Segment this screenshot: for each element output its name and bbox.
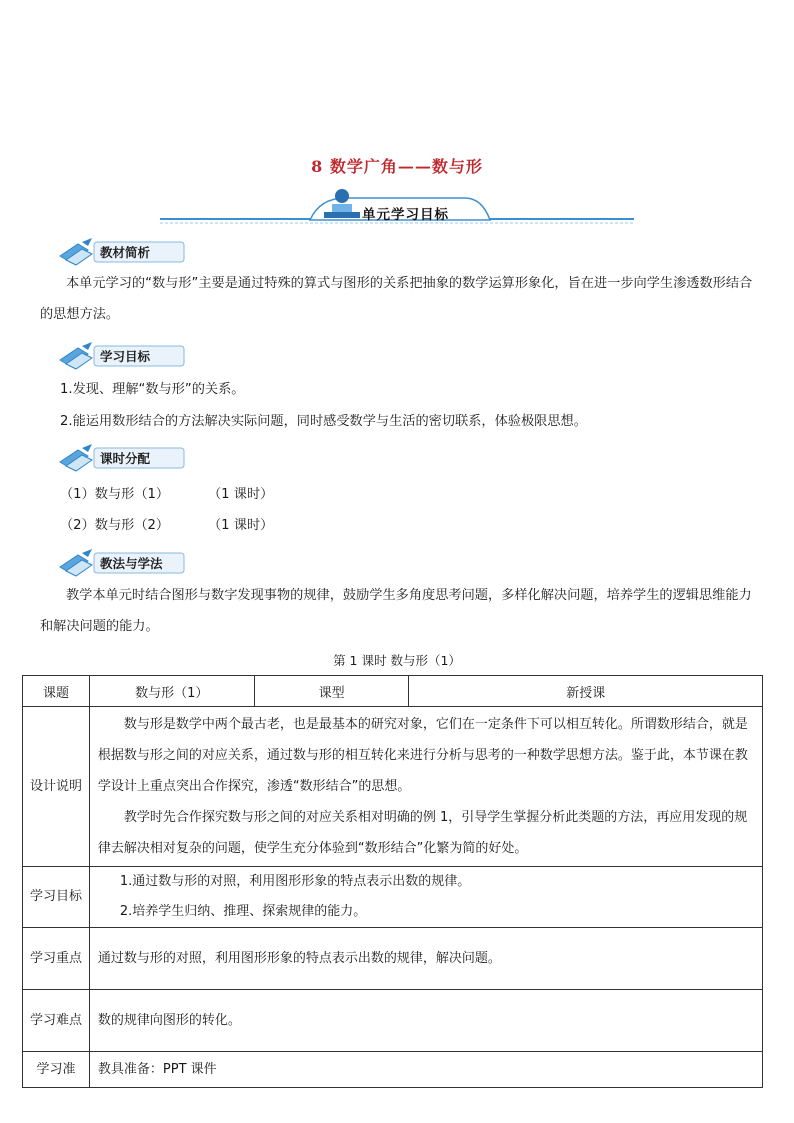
period-name: （1）数与形（1） [60, 487, 170, 502]
type-label: 课型 [254, 676, 409, 707]
section-header-methods [58, 549, 188, 577]
section-label: 课时分配 [100, 451, 151, 466]
lesson-caption: 第 1 课时 数与形（1） [333, 653, 461, 668]
difficulty-content: 数的规律向图形的转化。 [89, 990, 762, 1052]
goal-line: 2.培养学生归纳、推理、探索规律的能力。 [119, 904, 367, 919]
page-title: 8 数学广角——数与形 [311, 157, 483, 176]
goal-line: 1.通过数与形的对照，利用图形形象的特点表示出数的规律。 [119, 874, 471, 889]
section-header-goals [58, 342, 188, 370]
goals-label: 学习目标 [23, 867, 90, 928]
table-row [23, 990, 763, 1052]
design-content [89, 707, 762, 867]
section-header-periods [58, 444, 188, 472]
methods-paragraph: 教学本单元时结合图形与数字发现事物的规律，鼓励学生多角度思考问题，多样化解决问题，培养学生的逻辑思维能力和解决问题的能力。 [40, 588, 752, 634]
prep-label: 学习准 [23, 1052, 90, 1088]
design-label: 设计说明 [23, 707, 90, 867]
banner-title: 单元学习目标 [362, 207, 449, 223]
topic-label: 课题 [23, 676, 90, 707]
type-value: 新授课 [409, 676, 763, 707]
textbook-paragraph: 本单元学习的“数与形”主要是通过特殊的算式与图形的关系把抽象的数学运算形象化，旨在进一步向学生渗透数形结合的思想方法。 [40, 276, 753, 322]
table-row [23, 928, 763, 990]
goals-content [89, 867, 762, 928]
section-label: 教材简析 [100, 245, 151, 260]
section-header-textbook [58, 238, 188, 266]
difficulty-label: 学习难点 [23, 990, 90, 1052]
design-paragraph: 教学时先合作探究数与形之间的对应关系相对明确的例 1，引导学生掌握分析此类题的方法，再应用发现的规律去解决相对复杂的问题，使学生充分体验到“数形结合”化繁为简的好处。 [97, 810, 748, 856]
design-paragraph: 数与形是数学中两个最古老，也是最基本的研究对象，它们在一定条件下可以相互转化。所谓数形结合，就是根据数与形之间的对应关系，通过数与形的相互转化来进行分析与思考的一种数学思想方法。鉴于此，本节课在教学设计上重点突出合作探究，渗透“数形结合”的思想。 [97, 717, 748, 794]
section-label: 教法与学法 [100, 556, 163, 571]
section-label: 学习目标 [100, 349, 151, 364]
prep-content: 教具准备：PPT 课件 [89, 1052, 762, 1088]
lesson-plan-table [22, 675, 763, 1088]
table-row [23, 707, 763, 867]
table-row [23, 1052, 763, 1088]
goal-item: 2.能运用数形结合的方法解决实际问题，同时感受数学与生活的密切联系，体验极限思想。 [60, 414, 587, 429]
focus-content: 通过数与形的对照，利用图形形象的特点表示出数的规律，解决问题。 [89, 928, 762, 990]
table-row [23, 676, 763, 707]
goal-item: 1.发现、理解“数与形”的关系。 [60, 382, 245, 397]
period-hours: （1 课时） [208, 487, 274, 502]
topic-value: 数与形（1） [89, 676, 254, 707]
period-name: （2）数与形（2） [60, 518, 170, 533]
period-hours: （1 课时） [208, 518, 274, 533]
table-row [23, 867, 763, 928]
focus-label: 学习重点 [23, 928, 90, 990]
